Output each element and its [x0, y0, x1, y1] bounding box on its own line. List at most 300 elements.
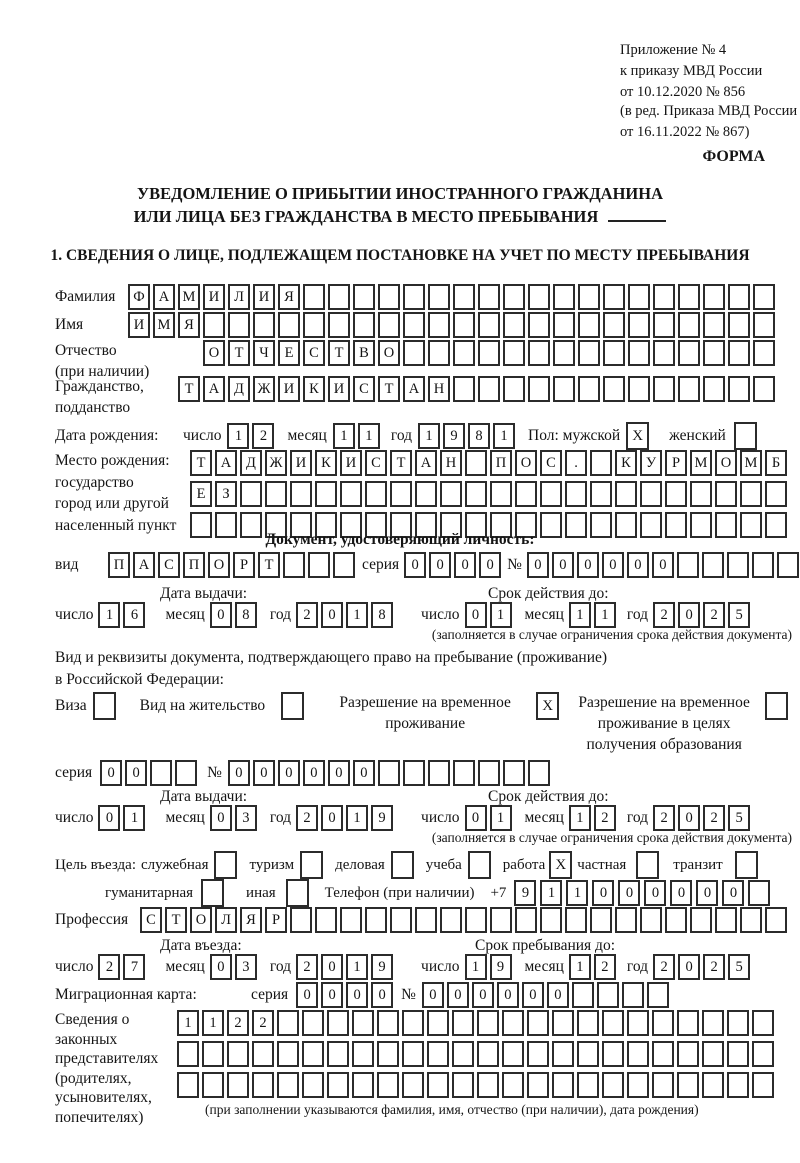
char-cell[interactable]: 1 — [594, 602, 616, 628]
char-cell[interactable]: 2 — [296, 954, 318, 980]
char-cell[interactable] — [503, 760, 525, 786]
char-cell[interactable] — [378, 284, 400, 310]
char-cell[interactable] — [702, 1041, 724, 1067]
char-cell[interactable]: 5 — [728, 602, 750, 628]
char-cell[interactable]: М — [740, 450, 762, 476]
char-cell[interactable] — [752, 1041, 774, 1067]
char-cell[interactable] — [328, 312, 350, 338]
char-cell[interactable] — [627, 1041, 649, 1067]
char-cell[interactable] — [627, 1010, 649, 1036]
char-cell[interactable]: 0 — [321, 954, 343, 980]
sex-male-checkbox[interactable]: X — [626, 422, 649, 450]
char-cell[interactable]: Т — [165, 907, 187, 933]
char-cell[interactable] — [753, 376, 775, 402]
char-cell[interactable]: Д — [228, 376, 250, 402]
char-cell[interactable]: Б — [765, 450, 787, 476]
char-cell[interactable] — [640, 481, 662, 507]
char-cell[interactable] — [478, 376, 500, 402]
char-cell[interactable]: 1 — [490, 602, 512, 628]
char-cell[interactable]: 1 — [346, 954, 368, 980]
char-cell[interactable] — [378, 760, 400, 786]
char-cell[interactable]: 0 — [210, 954, 232, 980]
char-cell[interactable] — [303, 312, 325, 338]
char-cell[interactable] — [465, 907, 487, 933]
char-cell[interactable] — [597, 982, 619, 1008]
char-cell[interactable] — [703, 284, 725, 310]
char-cell[interactable] — [678, 376, 700, 402]
char-cell[interactable]: 0 — [371, 982, 393, 1008]
name-cells[interactable] — [128, 312, 775, 338]
char-cell[interactable]: 1 — [346, 602, 368, 628]
char-cell[interactable] — [403, 340, 425, 366]
char-cell[interactable] — [653, 340, 675, 366]
char-cell[interactable] — [615, 907, 637, 933]
char-cell[interactable] — [728, 284, 750, 310]
char-cell[interactable]: 9 — [514, 880, 536, 906]
char-cell[interactable]: 1 — [346, 805, 368, 831]
char-cell[interactable] — [515, 481, 537, 507]
stay-issue-day-cells[interactable] — [98, 805, 145, 831]
char-cell[interactable] — [715, 907, 737, 933]
char-cell[interactable] — [478, 340, 500, 366]
char-cell[interactable]: 2 — [703, 602, 725, 628]
char-cell[interactable]: 0 — [547, 982, 569, 1008]
char-cell[interactable]: 6 — [123, 602, 145, 628]
birth-place-row1[interactable] — [190, 450, 787, 476]
char-cell[interactable] — [678, 284, 700, 310]
char-cell[interactable]: Е — [278, 340, 300, 366]
stay-series-cells[interactable] — [100, 760, 197, 786]
char-cell[interactable] — [528, 340, 550, 366]
char-cell[interactable] — [640, 907, 662, 933]
char-cell[interactable] — [402, 1010, 424, 1036]
valid-month-cells[interactable] — [569, 602, 616, 628]
char-cell[interactable]: 0 — [321, 982, 343, 1008]
char-cell[interactable] — [753, 312, 775, 338]
char-cell[interactable] — [477, 1072, 499, 1098]
char-cell[interactable]: Н — [428, 376, 450, 402]
stay-number-cells[interactable] — [228, 760, 550, 786]
char-cell[interactable]: Т — [178, 376, 200, 402]
char-cell[interactable] — [427, 1010, 449, 1036]
char-cell[interactable]: 5 — [728, 954, 750, 980]
char-cell[interactable]: 0 — [447, 982, 469, 1008]
char-cell[interactable]: Т — [190, 450, 212, 476]
char-cell[interactable] — [727, 552, 749, 578]
char-cell[interactable] — [265, 481, 287, 507]
issue-day-cells[interactable] — [98, 602, 145, 628]
purpose-private-checkbox[interactable] — [636, 851, 659, 879]
char-cell[interactable] — [603, 376, 625, 402]
char-cell[interactable] — [453, 340, 475, 366]
char-cell[interactable] — [565, 481, 587, 507]
char-cell[interactable] — [665, 907, 687, 933]
char-cell[interactable]: 0 — [404, 552, 426, 578]
char-cell[interactable] — [377, 1072, 399, 1098]
char-cell[interactable]: 1 — [566, 880, 588, 906]
char-cell[interactable]: 9 — [443, 423, 465, 449]
char-cell[interactable] — [302, 1041, 324, 1067]
char-cell[interactable]: 8 — [468, 423, 490, 449]
char-cell[interactable]: С — [140, 907, 162, 933]
char-cell[interactable]: П — [183, 552, 205, 578]
stay-issue-month-cells[interactable] — [210, 805, 257, 831]
char-cell[interactable] — [177, 1072, 199, 1098]
char-cell[interactable] — [653, 284, 675, 310]
char-cell[interactable] — [603, 340, 625, 366]
char-cell[interactable] — [552, 1010, 574, 1036]
birth-day-cells[interactable] — [227, 423, 274, 449]
char-cell[interactable] — [352, 1041, 374, 1067]
char-cell[interactable]: Ж — [265, 450, 287, 476]
char-cell[interactable]: И — [290, 450, 312, 476]
char-cell[interactable] — [527, 1041, 549, 1067]
char-cell[interactable] — [402, 1072, 424, 1098]
char-cell[interactable] — [365, 907, 387, 933]
char-cell[interactable]: 1 — [202, 1010, 224, 1036]
char-cell[interactable] — [677, 1041, 699, 1067]
char-cell[interactable]: 0 — [644, 880, 666, 906]
char-cell[interactable] — [478, 760, 500, 786]
char-cell[interactable] — [552, 1041, 574, 1067]
stay-valid-day-cells[interactable] — [465, 805, 512, 831]
char-cell[interactable] — [528, 312, 550, 338]
char-cell[interactable] — [428, 760, 450, 786]
doc-number-cells[interactable] — [527, 552, 799, 578]
char-cell[interactable]: Л — [215, 907, 237, 933]
char-cell[interactable] — [427, 1072, 449, 1098]
char-cell[interactable]: 0 — [346, 982, 368, 1008]
char-cell[interactable] — [278, 312, 300, 338]
char-cell[interactable] — [728, 340, 750, 366]
entry-month-cells[interactable] — [210, 954, 257, 980]
char-cell[interactable] — [478, 284, 500, 310]
char-cell[interactable] — [728, 376, 750, 402]
char-cell[interactable]: О — [190, 907, 212, 933]
char-cell[interactable]: 9 — [371, 805, 393, 831]
char-cell[interactable] — [378, 312, 400, 338]
char-cell[interactable] — [578, 376, 600, 402]
char-cell[interactable]: 2 — [227, 1010, 249, 1036]
char-cell[interactable] — [728, 312, 750, 338]
char-cell[interactable] — [478, 312, 500, 338]
char-cell[interactable] — [602, 1041, 624, 1067]
char-cell[interactable] — [150, 760, 172, 786]
char-cell[interactable]: 2 — [252, 423, 274, 449]
char-cell[interactable] — [602, 1072, 624, 1098]
char-cell[interactable] — [702, 1072, 724, 1098]
char-cell[interactable]: 0 — [296, 982, 318, 1008]
char-cell[interactable] — [428, 340, 450, 366]
char-cell[interactable]: А — [203, 376, 225, 402]
char-cell[interactable]: 9 — [371, 954, 393, 980]
char-cell[interactable]: Я — [278, 284, 300, 310]
char-cell[interactable]: Д — [240, 450, 262, 476]
char-cell[interactable]: Л — [228, 284, 250, 310]
char-cell[interactable] — [703, 376, 725, 402]
char-cell[interactable] — [490, 481, 512, 507]
citizenship-cells[interactable] — [178, 376, 775, 402]
char-cell[interactable] — [302, 1072, 324, 1098]
temp-residence-checkbox[interactable]: X — [536, 692, 559, 720]
char-cell[interactable]: Р — [233, 552, 255, 578]
char-cell[interactable] — [502, 1072, 524, 1098]
char-cell[interactable] — [177, 1041, 199, 1067]
char-cell[interactable]: Т — [228, 340, 250, 366]
char-cell[interactable]: 0 — [429, 552, 451, 578]
char-cell[interactable] — [415, 907, 437, 933]
char-cell[interactable] — [528, 760, 550, 786]
char-cell[interactable] — [653, 376, 675, 402]
char-cell[interactable] — [553, 284, 575, 310]
char-cell[interactable]: Т — [390, 450, 412, 476]
representatives-row3[interactable] — [177, 1072, 774, 1098]
char-cell[interactable]: М — [178, 284, 200, 310]
char-cell[interactable] — [777, 552, 799, 578]
char-cell[interactable]: 1 — [540, 880, 562, 906]
char-cell[interactable] — [690, 481, 712, 507]
char-cell[interactable]: К — [615, 450, 637, 476]
char-cell[interactable]: К — [315, 450, 337, 476]
char-cell[interactable] — [752, 1072, 774, 1098]
char-cell[interactable]: 2 — [653, 805, 675, 831]
char-cell[interactable] — [340, 481, 362, 507]
char-cell[interactable]: 0 — [522, 982, 544, 1008]
char-cell[interactable] — [477, 1010, 499, 1036]
char-cell[interactable] — [628, 284, 650, 310]
issue-month-cells[interactable] — [210, 602, 257, 628]
char-cell[interactable] — [277, 1072, 299, 1098]
char-cell[interactable] — [603, 284, 625, 310]
char-cell[interactable]: С — [158, 552, 180, 578]
char-cell[interactable]: . — [565, 450, 587, 476]
char-cell[interactable] — [677, 552, 699, 578]
char-cell[interactable] — [440, 907, 462, 933]
stay-issue-year-cells[interactable] — [296, 805, 393, 831]
representatives-row2[interactable] — [177, 1041, 774, 1067]
char-cell[interactable] — [540, 481, 562, 507]
char-cell[interactable]: С — [303, 340, 325, 366]
char-cell[interactable] — [702, 1010, 724, 1036]
char-cell[interactable] — [490, 907, 512, 933]
char-cell[interactable]: А — [215, 450, 237, 476]
char-cell[interactable]: 1 — [493, 423, 515, 449]
char-cell[interactable] — [752, 552, 774, 578]
char-cell[interactable]: 0 — [527, 552, 549, 578]
char-cell[interactable]: И — [278, 376, 300, 402]
char-cell[interactable]: 0 — [210, 805, 232, 831]
sex-female-checkbox[interactable] — [734, 422, 757, 450]
char-cell[interactable]: 1 — [333, 423, 355, 449]
char-cell[interactable]: 2 — [296, 602, 318, 628]
until-month-cells[interactable] — [569, 954, 616, 980]
char-cell[interactable] — [553, 376, 575, 402]
char-cell[interactable]: 0 — [618, 880, 640, 906]
char-cell[interactable]: 0 — [253, 760, 275, 786]
char-cell[interactable]: 2 — [653, 954, 675, 980]
valid-year-cells[interactable] — [653, 602, 750, 628]
char-cell[interactable]: 1 — [490, 805, 512, 831]
char-cell[interactable] — [727, 1072, 749, 1098]
char-cell[interactable] — [503, 340, 525, 366]
char-cell[interactable]: 0 — [228, 760, 250, 786]
stay-valid-year-cells[interactable] — [653, 805, 750, 831]
char-cell[interactable]: 0 — [472, 982, 494, 1008]
char-cell[interactable] — [253, 312, 275, 338]
patronymic-cells[interactable] — [203, 340, 775, 366]
char-cell[interactable] — [352, 1010, 374, 1036]
char-cell[interactable] — [665, 481, 687, 507]
char-cell[interactable]: К — [303, 376, 325, 402]
char-cell[interactable] — [727, 1041, 749, 1067]
char-cell[interactable]: 0 — [497, 982, 519, 1008]
entry-day-cells[interactable] — [98, 954, 145, 980]
purpose-work-checkbox[interactable]: X — [549, 851, 572, 879]
char-cell[interactable]: П — [108, 552, 130, 578]
char-cell[interactable] — [290, 481, 312, 507]
char-cell[interactable]: И — [128, 312, 150, 338]
char-cell[interactable]: Е — [190, 481, 212, 507]
char-cell[interactable] — [572, 982, 594, 1008]
char-cell[interactable]: 0 — [328, 760, 350, 786]
char-cell[interactable]: Р — [665, 450, 687, 476]
char-cell[interactable] — [202, 1072, 224, 1098]
char-cell[interactable] — [308, 552, 330, 578]
char-cell[interactable] — [327, 1072, 349, 1098]
char-cell[interactable] — [715, 481, 737, 507]
char-cell[interactable] — [553, 312, 575, 338]
char-cell[interactable]: С — [540, 450, 562, 476]
char-cell[interactable]: Ж — [253, 376, 275, 402]
char-cell[interactable]: 1 — [123, 805, 145, 831]
char-cell[interactable] — [353, 284, 375, 310]
char-cell[interactable] — [353, 312, 375, 338]
purpose-study-checkbox[interactable] — [468, 851, 491, 879]
char-cell[interactable]: 2 — [703, 954, 725, 980]
char-cell[interactable]: 0 — [321, 805, 343, 831]
char-cell[interactable]: А — [403, 376, 425, 402]
char-cell[interactable] — [327, 1010, 349, 1036]
char-cell[interactable]: 2 — [653, 602, 675, 628]
purpose-other-checkbox[interactable] — [286, 879, 309, 907]
char-cell[interactable] — [590, 907, 612, 933]
char-cell[interactable] — [175, 760, 197, 786]
char-cell[interactable] — [502, 1041, 524, 1067]
char-cell[interactable]: В — [353, 340, 375, 366]
char-cell[interactable] — [465, 450, 487, 476]
birth-month-cells[interactable] — [333, 423, 380, 449]
char-cell[interactable]: 3 — [235, 954, 257, 980]
char-cell[interactable]: 0 — [422, 982, 444, 1008]
char-cell[interactable]: 0 — [670, 880, 692, 906]
char-cell[interactable] — [540, 907, 562, 933]
char-cell[interactable] — [678, 340, 700, 366]
char-cell[interactable] — [653, 312, 675, 338]
char-cell[interactable]: А — [153, 284, 175, 310]
char-cell[interactable] — [740, 907, 762, 933]
char-cell[interactable]: 0 — [552, 552, 574, 578]
char-cell[interactable] — [702, 552, 724, 578]
char-cell[interactable] — [703, 312, 725, 338]
char-cell[interactable]: 0 — [577, 552, 599, 578]
char-cell[interactable] — [627, 1072, 649, 1098]
char-cell[interactable] — [765, 481, 787, 507]
char-cell[interactable] — [415, 481, 437, 507]
visa-checkbox[interactable] — [93, 692, 116, 720]
char-cell[interactable]: М — [690, 450, 712, 476]
char-cell[interactable] — [352, 1072, 374, 1098]
char-cell[interactable] — [703, 340, 725, 366]
char-cell[interactable]: 8 — [235, 602, 257, 628]
char-cell[interactable]: У — [640, 450, 662, 476]
char-cell[interactable] — [628, 376, 650, 402]
char-cell[interactable]: 0 — [602, 552, 624, 578]
char-cell[interactable] — [748, 880, 770, 906]
char-cell[interactable]: О — [715, 450, 737, 476]
char-cell[interactable]: С — [353, 376, 375, 402]
char-cell[interactable] — [340, 907, 362, 933]
edu-residence-checkbox[interactable] — [765, 692, 788, 720]
char-cell[interactable]: 0 — [722, 880, 744, 906]
char-cell[interactable]: 1 — [569, 602, 591, 628]
char-cell[interactable]: 0 — [627, 552, 649, 578]
char-cell[interactable] — [452, 1072, 474, 1098]
char-cell[interactable] — [652, 1041, 674, 1067]
char-cell[interactable] — [390, 481, 412, 507]
char-cell[interactable]: Н — [440, 450, 462, 476]
char-cell[interactable] — [753, 340, 775, 366]
char-cell[interactable] — [552, 1072, 574, 1098]
char-cell[interactable] — [453, 312, 475, 338]
char-cell[interactable]: 0 — [353, 760, 375, 786]
char-cell[interactable]: 0 — [479, 552, 501, 578]
char-cell[interactable] — [453, 284, 475, 310]
char-cell[interactable] — [465, 481, 487, 507]
char-cell[interactable] — [327, 1041, 349, 1067]
char-cell[interactable]: А — [415, 450, 437, 476]
char-cell[interactable] — [652, 1072, 674, 1098]
char-cell[interactable]: 0 — [465, 805, 487, 831]
char-cell[interactable]: Я — [240, 907, 262, 933]
char-cell[interactable] — [365, 481, 387, 507]
char-cell[interactable]: 2 — [296, 805, 318, 831]
char-cell[interactable] — [428, 284, 450, 310]
doc-series-cells[interactable] — [404, 552, 501, 578]
char-cell[interactable] — [377, 1010, 399, 1036]
char-cell[interactable] — [252, 1041, 274, 1067]
char-cell[interactable] — [303, 284, 325, 310]
char-cell[interactable]: 0 — [465, 602, 487, 628]
migration-series-cells[interactable] — [296, 982, 393, 1008]
purpose-tourism-checkbox[interactable] — [300, 851, 323, 879]
char-cell[interactable] — [690, 907, 712, 933]
char-cell[interactable] — [727, 1010, 749, 1036]
char-cell[interactable] — [203, 312, 225, 338]
char-cell[interactable] — [202, 1041, 224, 1067]
char-cell[interactable]: 0 — [678, 805, 700, 831]
char-cell[interactable]: О — [203, 340, 225, 366]
char-cell[interactable]: 1 — [227, 423, 249, 449]
char-cell[interactable] — [252, 1072, 274, 1098]
until-year-cells[interactable] — [653, 954, 750, 980]
migration-number-cells[interactable] — [422, 982, 669, 1008]
char-cell[interactable] — [628, 312, 650, 338]
char-cell[interactable]: 1 — [418, 423, 440, 449]
representatives-row1[interactable] — [177, 1010, 774, 1036]
char-cell[interactable]: 8 — [371, 602, 393, 628]
char-cell[interactable]: 0 — [100, 760, 122, 786]
char-cell[interactable] — [577, 1010, 599, 1036]
